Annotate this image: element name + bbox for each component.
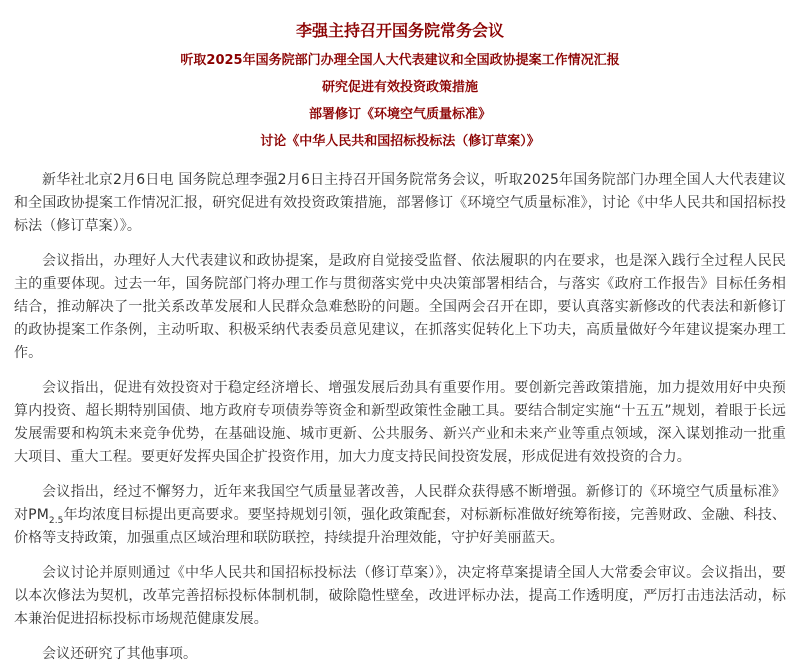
paragraph-air-quality (14, 481, 786, 550)
article-title: 李强主持召开国务院常务会议 (295, 21, 504, 40)
article-body (14, 169, 786, 666)
pm-subscript: 2.5 (48, 515, 64, 526)
article-subtitle-2: 研究促进有效投资政策措施 (321, 80, 478, 95)
paragraph-investment: 会议指出，促进有效投资对于稳定经济增长、增强发展后劲具有重要作用。要创新完善政策措施，加力提效用好中央预算内投资、超长期特别国债、地方政府专项债券等资金和新型政策性金融工具。要结合制定实施“十五五”规划，着眼于长远发展需要和构筑未来竞争优势，在基础设施、城市更新、公共服务、新兴产业和未来产业等重点领域，深入谋划推动一批重大项目、重大工程。要更好发挥央国企扩投资作用，加大力度支持民间投资发展，形成促进有效投资的合力。 (14, 380, 786, 465)
paragraph-air-quality-text-1: 会议指出，经过不懈努力，近年来我国空气质量显著改善，人民群众获得感不断增强。新修订的《环境空气质量标准》对PM (14, 484, 786, 523)
paragraph-dateline: 新华社北京2月6日电 国务院总理李强2月6日主持召开国务院常务会议，听取2025年国务院部门办理全国人大代表建议和全国政协提案工作情况汇报，研究促进有效投资政策措施，部署修订《环境空气质量标准》，讨论《中华人民共和国招标投标法（修订草案）》。 (14, 172, 786, 234)
article-subtitle-3: 部署修订《环境空气质量标准》 (308, 107, 491, 122)
paragraph-bidding-law: 会议讨论并原则通过《中华人民共和国招标投标法（修订草案）》，决定将草案提请全国人大常委会审议。会议指出，要以本次修法为契机，改革完善招标投标体制机制，破除隐性壁垒，改进评标办法，提高工作透明度，严厉打击违法活动，标本兼治促进招标投标市场规范健康发展。 (14, 565, 786, 627)
article-subtitle-4: 讨论《中华人民共和国招标投标法（修订草案）》 (260, 134, 540, 149)
paragraph-other-matters: 会议还研究了其他事项。 (42, 646, 198, 662)
paragraph-air-quality-text-2: 年均浓度目标提出更高要求。要坚持规划引领，强化政策配套，对标新标准做好统筹衔接，完善财政、金融、科技、价格等支持政策，加强重点区域治理和联防联控，持续提升治理效能，守护好美丽蓝天。 (14, 507, 786, 546)
paragraph-proposals: 会议指出，办理好人大代表建议和政协提案，是政府自觉接受监督、依法履职的内在要求，也是深入践行全过程人民民主的重要体现。过去一年，国务院部门将办理工作与贯彻落实党中央决策部署相结合，与落实《政府工作报告》目标任务相结合，推动解决了一批关系改革发展和人民群众急难愁盼的问题。全国两会召开在即，要认真落实新修改的代表法和新修订的政协提案工作条例，主动听取、积极采纳代表委员意见建议，在抓落实促转化上下功夫，高质量做好今年建议提案办理工作。 (14, 253, 786, 361)
article-subtitle-1: 听取2025年国务院部门办理全国人大代表建议和全国政协提案工作情况汇报 (180, 53, 620, 68)
